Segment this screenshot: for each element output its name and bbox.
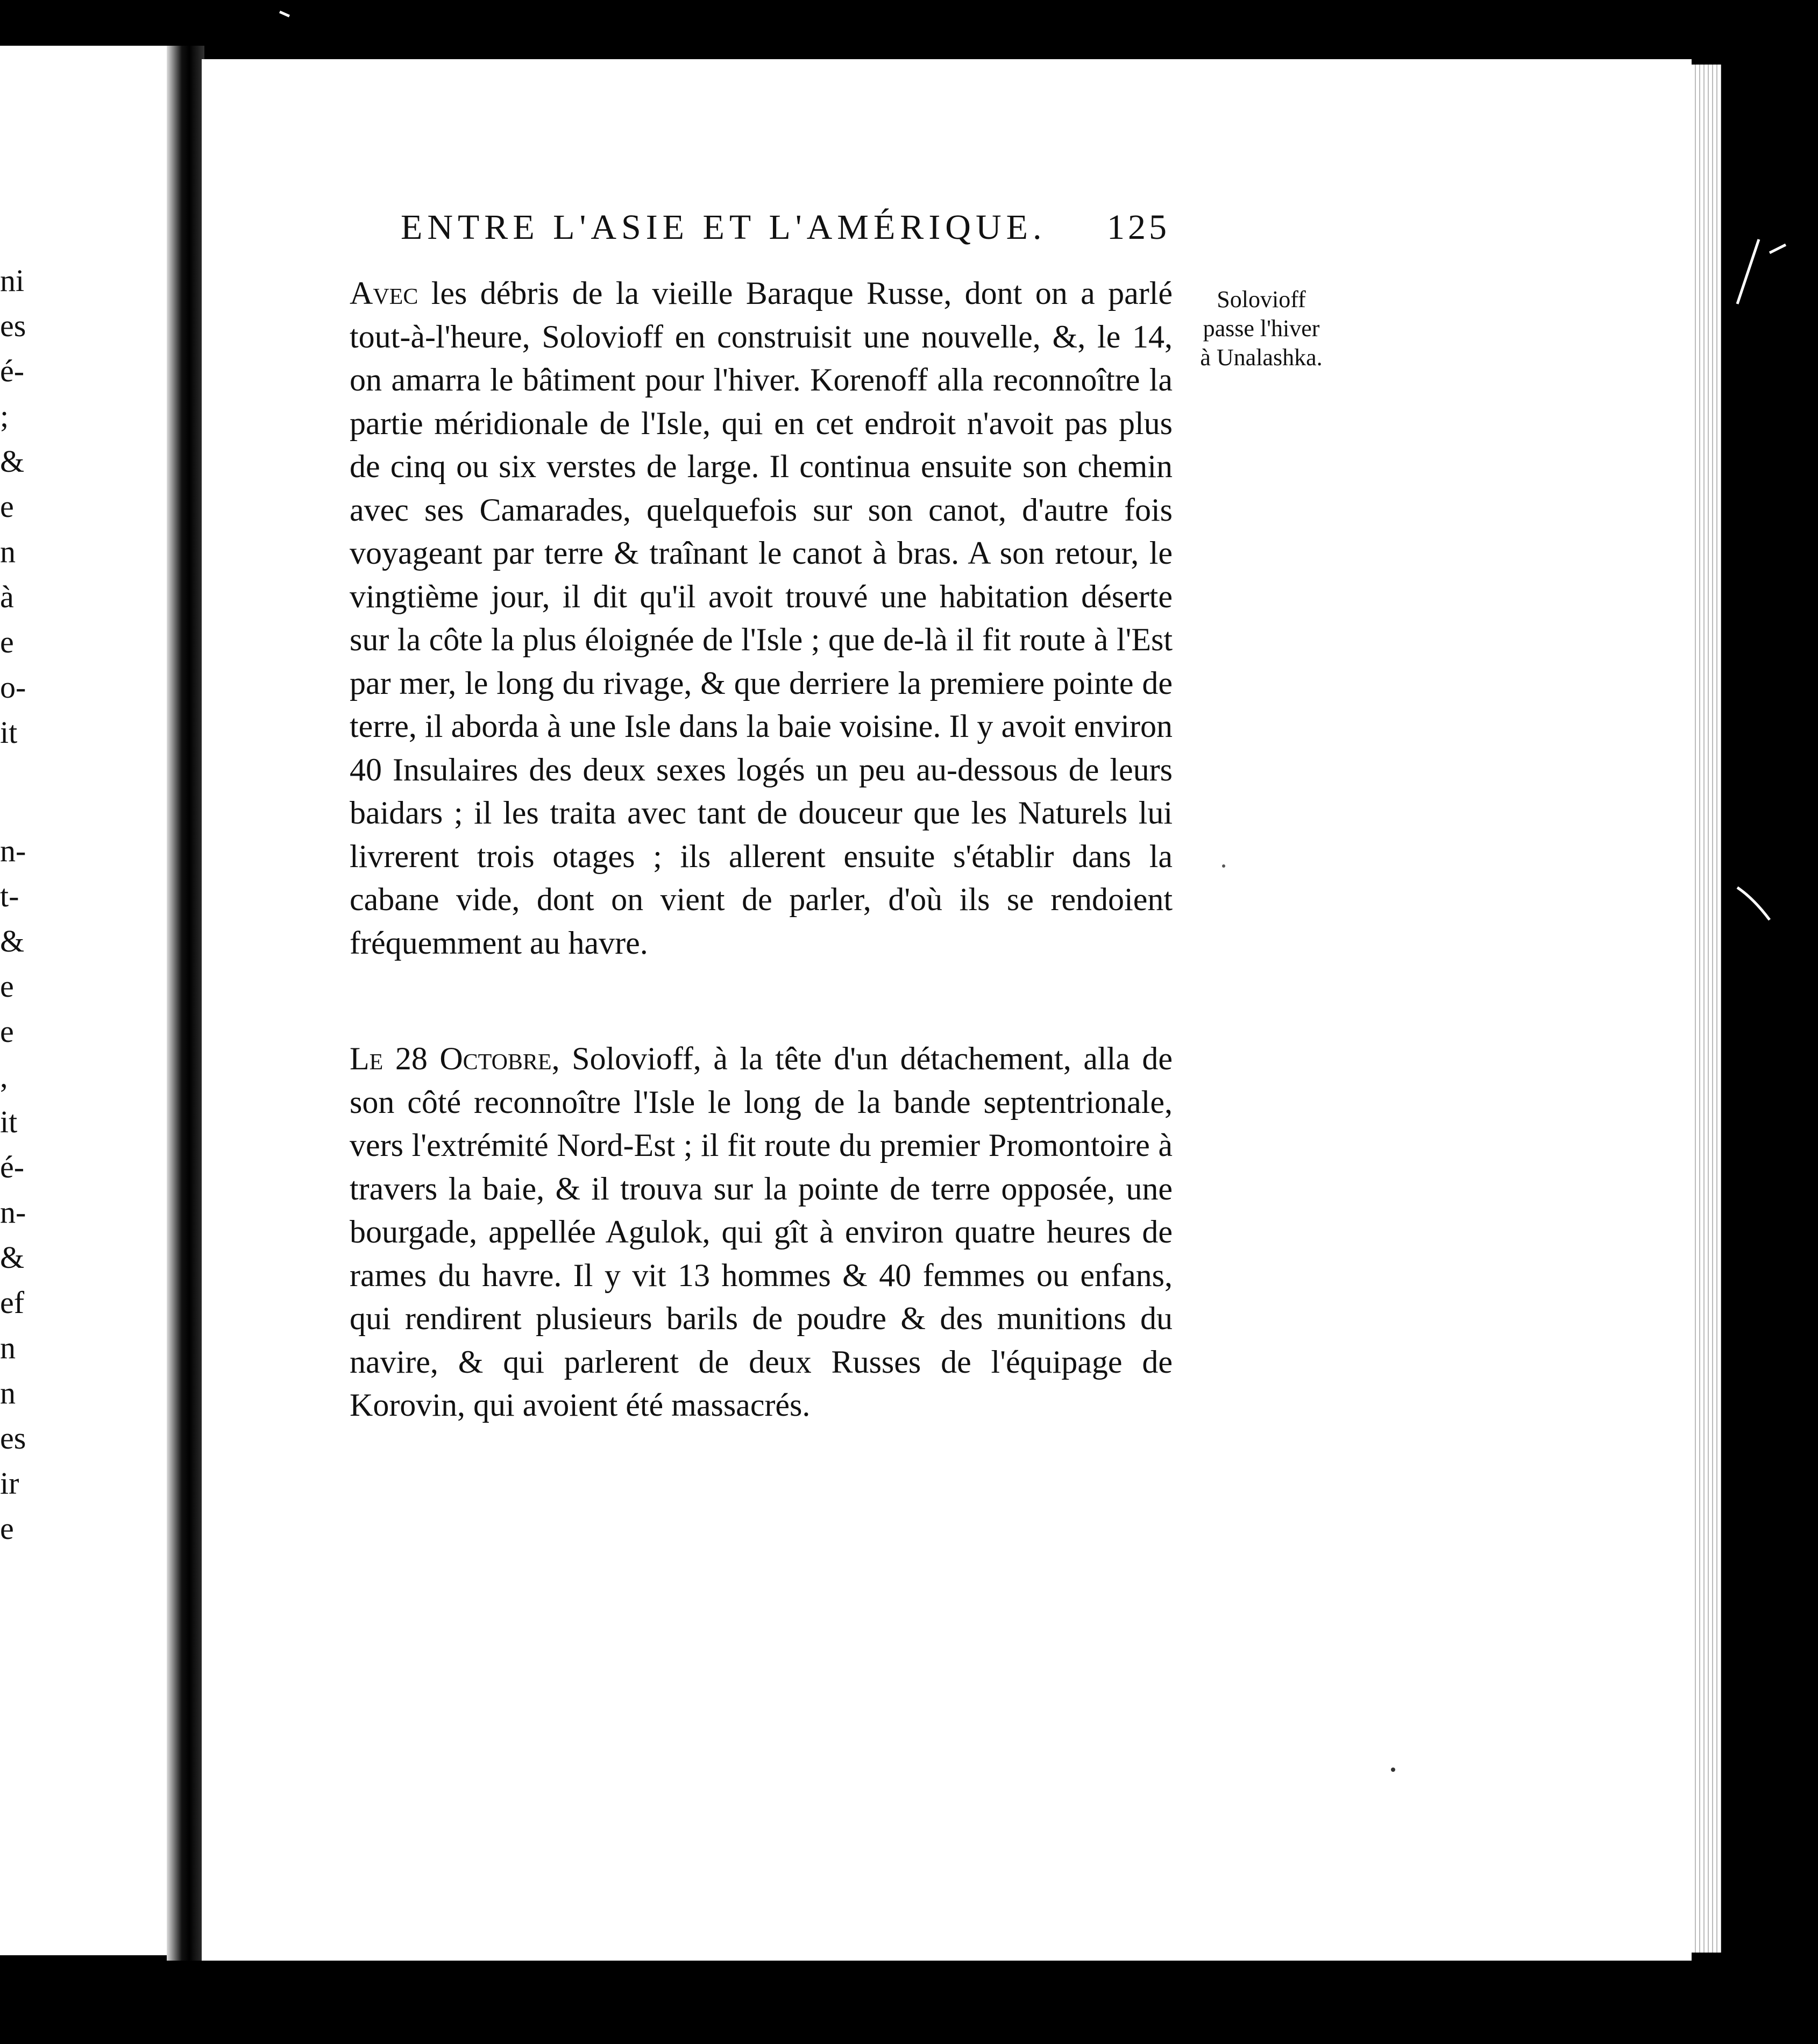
facing-page-fragment: n- [0,1195,26,1230]
facing-page-fragment: o- [0,670,26,705]
facing-page-fragment: e [0,624,14,659]
facing-page-fragment: ef [0,1285,25,1320]
facing-page-fragment: e [0,969,14,1004]
paragraph-lead: Le 28 Octobre [350,1041,552,1076]
facing-page-fragment: n [0,1330,16,1365]
facing-page-fragment: it [0,1104,18,1139]
facing-page-fragment: n- [0,833,26,868]
facing-page-fragment: , [0,1059,8,1094]
facing-page-fragment: à [0,579,14,614]
facing-page-fragment: & [0,924,25,959]
facing-page-fragment: ir [0,1466,19,1501]
marginal-note-line: passe l'hiver [1203,315,1320,342]
paragraph-lead: Avec [350,275,418,311]
facing-page-fragment: t- [0,878,19,913]
facing-page-fragment: ; [0,399,9,434]
facing-page-fragment: es [0,1421,26,1456]
facing-page-fragment: n [0,1375,16,1410]
facing-page-fragment: es [0,308,26,343]
page-number: 125 [1107,208,1170,247]
marginal-note-line: Solovioff [1217,286,1306,313]
facing-page-fragment: it [0,715,18,750]
facing-page-fragment: n [0,534,16,569]
facing-page-fragment: e [0,489,14,524]
facing-page-fragment: é- [0,1149,25,1184]
facing-page-fragment: & [0,1240,25,1275]
marginal-note-line: à Unalashka. [1200,344,1323,371]
facing-page-fragment: & [0,444,25,479]
paragraph-text: les débris de la vieille Baraque Russe, dont on a parlé tout-à-l'heure, Solovioff en construisit une nouvelle, &, le 14, on amarra le bâtiment pour l'hiver. Korenoff alla reconnoître la partie méridionale de l'Isle, qui en cet endroit n'avoit pas plus de cinq ou six verstes de large. Il continua ensuite son chemin avec ses Camarades, quelquefois sur son canot, d'autre fois voyageant par terre & traînant le canot à bras. A son retour, le vingtième jour, il dit qu'il avoit trouvé une habitation déserte sur la côte la plus éloignée de l'Isle ; que de-là il fit route à l'Est par mer, le long du rivage, & que derriere la premiere pointe de terre, il aborda à une Isle dans la baie voisine. Il y avoit environ 40 Insulaires des deux sexes logés un peu au-dessous de leurs baidars ; il les traita avec tant de douceur que les Naturels lui livrerent trois otages ; ils allerent ensuite s'établir dans la cabane vide, dont on vient de parler, d'où ils se rendoient fréquemment au havre. [350,275,1173,961]
facing-page-fragment: e [0,1511,14,1546]
running-head-title: ENTRE L'ASIE ET L'AMÉRIQUE. [401,208,1047,247]
facing-page-fragment: e [0,1014,14,1049]
paragraph-text: , Solovioff, à la tête d'un détachement, alla de son côté reconnoître l'Isle le long de la bande septentrionale, vers l'extrémité Nord-Est ; il fit route du premier Promontoire à travers la baie, & il trouva sur la pointe de terre opposée, une bourgade, appellée Agulok, qui gît à environ quatre heures de rames du havre. Il y vit 13 hommes & 40 femmes ou enfans, qui rendirent plusieurs barils de poudre & des munitions du navire, & qui parlerent de deux Russes de l'équipage de Korovin, qui avoient été massacrés. [350,1041,1173,1423]
facing-page-fragment: ni [0,263,25,298]
facing-page-fragment: é- [0,353,25,388]
